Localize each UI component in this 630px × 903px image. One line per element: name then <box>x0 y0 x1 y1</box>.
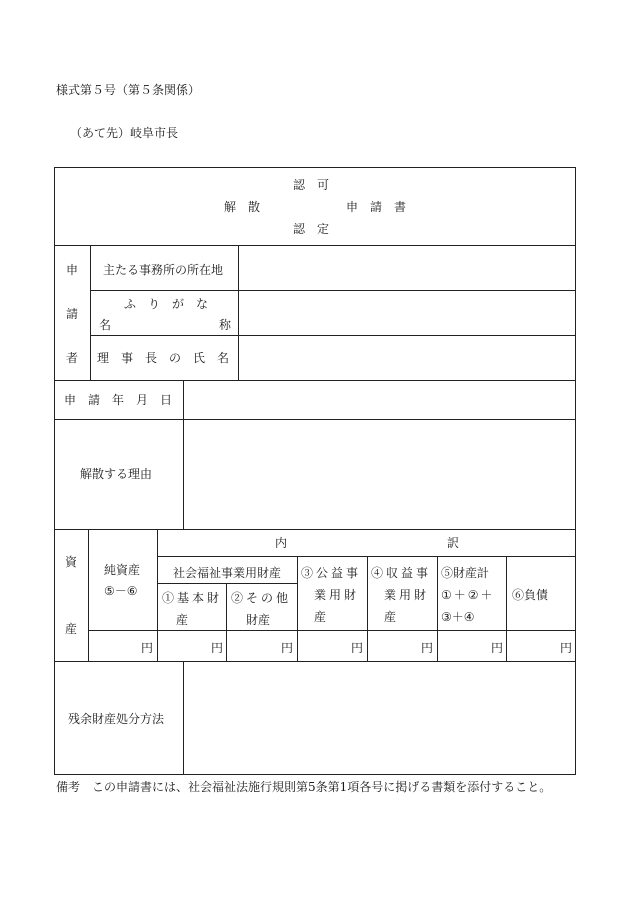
title-certification: 認 定 <box>293 222 330 236</box>
furigana-label: ふ り が な <box>124 297 209 311</box>
unit-basic-property: 円 <box>211 641 224 655</box>
public-interest-property-label-2: 業用財 <box>314 588 360 602</box>
basic-property-label-2: 産 <box>176 613 189 627</box>
chairman-name-label: 理 事 長 の 氏 名 <box>97 351 230 365</box>
name-label-left: 名 <box>99 318 112 332</box>
residual-disposal-label: 残余財産処分方法 <box>68 712 165 726</box>
unit-property-total: 円 <box>491 641 504 655</box>
profit-property-label: ④収益事 <box>371 566 432 580</box>
applicant-label-2: 請 <box>66 307 79 321</box>
title-dissolution: 解 散 <box>224 200 261 214</box>
application-date-label: 申 請 年 月 日 <box>64 393 173 407</box>
property-total-formula-2: ③＋④ <box>441 610 475 624</box>
title-application-form: 申 請 書 <box>346 200 407 214</box>
unit-liabilities: 円 <box>560 641 573 655</box>
assets-label-2: 産 <box>65 622 78 636</box>
profit-property-label-2: 業用財 <box>384 588 430 602</box>
assets-label-1: 資 <box>65 555 78 569</box>
title-permit: 認 可 <box>293 178 330 192</box>
property-total-label: ⑤財産計 <box>441 566 490 580</box>
note: 備考 この申請書には、社会福祉法施行規則第5条第1項各号に掲げる書類を添付すること。 <box>56 780 552 794</box>
basic-property-label: ①基本財 <box>162 591 223 605</box>
breakdown-label-right: 訳 <box>447 536 460 550</box>
office-address-label: 主たる事務所の所在地 <box>103 263 224 277</box>
unit-public-interest-property: 円 <box>351 641 364 655</box>
other-property-label: ②その他 <box>231 591 292 605</box>
liabilities-label: ⑥負債 <box>512 588 549 602</box>
dissolution-reason-label: 解散する理由 <box>80 467 153 481</box>
applicant-label-1: 申 <box>66 263 79 277</box>
net-assets-label: 純資産 <box>104 563 141 577</box>
property-total-formula: ①＋②＋ <box>441 588 495 602</box>
breakdown-label-left: 内 <box>275 536 288 550</box>
form-number: 様式第５号（第５条関係） <box>56 83 201 97</box>
unit-net-assets: 円 <box>141 641 154 655</box>
unit-other-property: 円 <box>281 641 294 655</box>
name-label-right: 称 <box>219 318 232 332</box>
public-interest-property-label-3: 産 <box>314 610 327 624</box>
unit-profit-property: 円 <box>421 641 434 655</box>
net-assets-formula: ⑤－⑥ <box>104 584 138 598</box>
applicant-label-3: 者 <box>66 351 79 365</box>
profit-property-label-3: 産 <box>384 610 397 624</box>
addressee: （あて先）岐阜市長 <box>70 126 179 140</box>
public-interest-property-label: ③公益事 <box>301 566 362 580</box>
social-welfare-property-label: 社会福祉事業用財産 <box>173 566 282 580</box>
other-property-label-2: 財産 <box>246 613 271 627</box>
